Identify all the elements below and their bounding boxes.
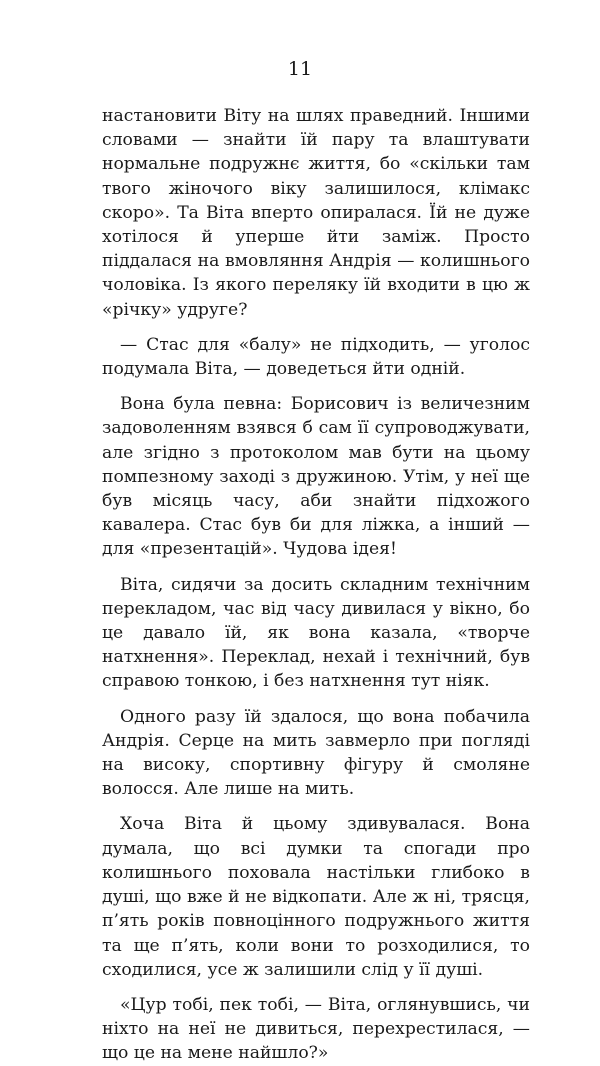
- paragraph-quote: «Цур тобі, пек тобі, — Віта, оглянувшись, чи ніхто на неї не дивиться, перехрестилася, — що це на мене найшло?»: [102, 994, 530, 1064]
- page-text: [102, 104, 530, 1066]
- paragraph: Вона була певна: Борисович із величезним задоволенням взявся б сам її супроводжувати, але згідно з протоколом мав бути на цьому помпезному заході з дружиною. Утім, у неї ще був місяць часу, аби знайти підхожого кавалера. Стас був би для ліжка, а інший — для «презентацій». Чудова ідея!: [102, 394, 530, 560]
- paragraph: Хоча Віта й цьому здивувалася. Вона думала, що всі думки та спогади про колишнього поховала настільки глибоко в душі, що вже й не відкопати. Але ж ні, трясця, п’ять років повноцінного подружнього життя та ще п’ять, коли вони то розходилися, то сходилися, усе ж залишили слід у її душі.: [102, 814, 530, 980]
- paragraph-dialogue: — Стас для «балу» не підходить, — уголос подумала Віта, — доведеться йти одній.: [102, 334, 530, 380]
- paragraph-continuation: настановити Віту на шлях праведний. Іншими словами — знайти їй пару та влаштувати нормальне подружнє життя, бо «скільки там твого жіночого віку залишилося, клімакс скоро». Та Віта вперто опиралася. Їй не дуже хотілося й уперше йти заміж. Просто піддалася на вмовляння Андрія — колишнього чоловіка. Із якого переляку їй входити в цю ж «річку» удруге?: [102, 106, 530, 320]
- paragraph: Одного разу їй здалося, що вона побачила Андрія. Серце на мить завмерло при погляді на високу, спортивну фігуру й смоляне волосся. Але лише на мить.: [102, 706, 530, 800]
- page-number: 11: [287, 58, 313, 80]
- paragraph: Віта, сидячи за досить складним технічним перекладом, час від часу дивилася у вікно, бо це давало їй, як вона казала, «творче натхнення». Переклад, нехай і технічний, був справою тонкою, і без натхнення тут ніяк.: [102, 574, 530, 692]
